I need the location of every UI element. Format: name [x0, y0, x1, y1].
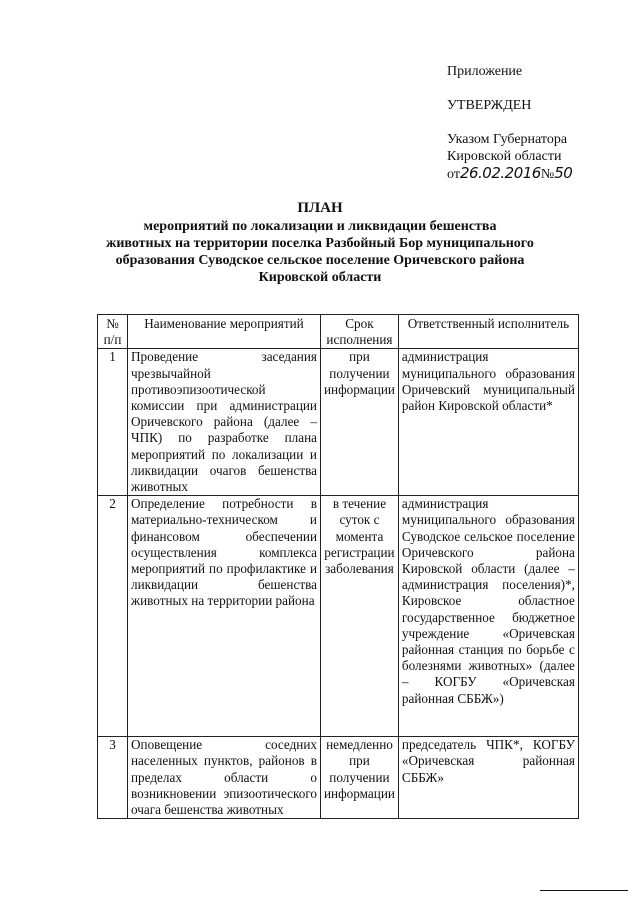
decree-line-1: Указом Губернатора [447, 132, 568, 147]
header-responsible: Ответственный исполнитель [398, 315, 578, 349]
document-title [100, 200, 540, 286]
table-row [98, 496, 579, 737]
approved-label: УТВЕРЖДЕН [447, 98, 532, 113]
plan-heading: ПЛАН [297, 200, 343, 216]
measure-term: при получении информации [321, 349, 399, 496]
decree-date-line [447, 165, 632, 183]
measure-name: Оповещение соседних населенных пунктов, районов в пределах области о возникновении эпизоотического очага бешенства животных [128, 737, 321, 819]
row-number: 3 [98, 737, 128, 819]
measure-responsible: администрация муниципального образования Суводское сельское поселение Оричевского района Кировской области (далее – администрация поселения)*, Кировское областное государственное бюджетное учреждение «Оричевская районная станция по борьбе с болезнями животных» (далее – КОГБУ «Оричевская районная СББЖ») [398, 496, 578, 737]
number-prefix: № [540, 167, 555, 182]
measure-term: в течение суток с момента регистрации заболевания [321, 496, 399, 737]
header-num: № п/п [98, 315, 128, 349]
title-line-2: животных на территории поселка Разбойный Бор муниципального [106, 236, 534, 251]
title-line-1: мероприятий по локализации и ликвидации бешенства [143, 219, 497, 234]
header-term: Срок исполнения [321, 315, 399, 349]
measure-name: Определение потребности в материально-техническом и финансовом обеспечении осуществления комплекса мероприятий по профилактике и ликвидации бешенства животных на территории района [128, 496, 321, 737]
measure-term: немедленно при получении информации [321, 737, 399, 819]
appendix-label: Приложение [447, 64, 523, 79]
decree-number: 50 [554, 164, 573, 182]
title-line-3: образования Суводское сельское поселение Оричевского района [115, 253, 525, 268]
title-line-4: Кировской области [258, 270, 382, 285]
measure-responsible: председатель ЧПК*, КОГБУ «Оричевская районная СББЖ» [398, 737, 578, 819]
approval-block [447, 63, 632, 183]
date-prefix: от [447, 167, 460, 182]
measure-responsible: администрация муниципального образования Оричевский муниципальный район Кировской области* [398, 349, 578, 496]
row-number: 1 [98, 349, 128, 496]
measure-name: Проведение заседания чрезвычайной противоэпизоотической комиссии при администрации Оричевского района (далее – ЧПК) по разработке плана мероприятий по локализации и ликвидации очагов бешенства животных [128, 349, 321, 496]
table-row [98, 349, 579, 496]
table-header-row [98, 315, 579, 349]
measures-table [97, 314, 579, 819]
decree-date: 26.02.2016 [459, 164, 541, 182]
decree-line-2: Кировской области [447, 149, 562, 164]
footnote-separator-line [540, 890, 628, 891]
table-row [98, 737, 579, 819]
row-number: 2 [98, 496, 128, 737]
header-name: Наименование мероприятий [128, 315, 321, 349]
